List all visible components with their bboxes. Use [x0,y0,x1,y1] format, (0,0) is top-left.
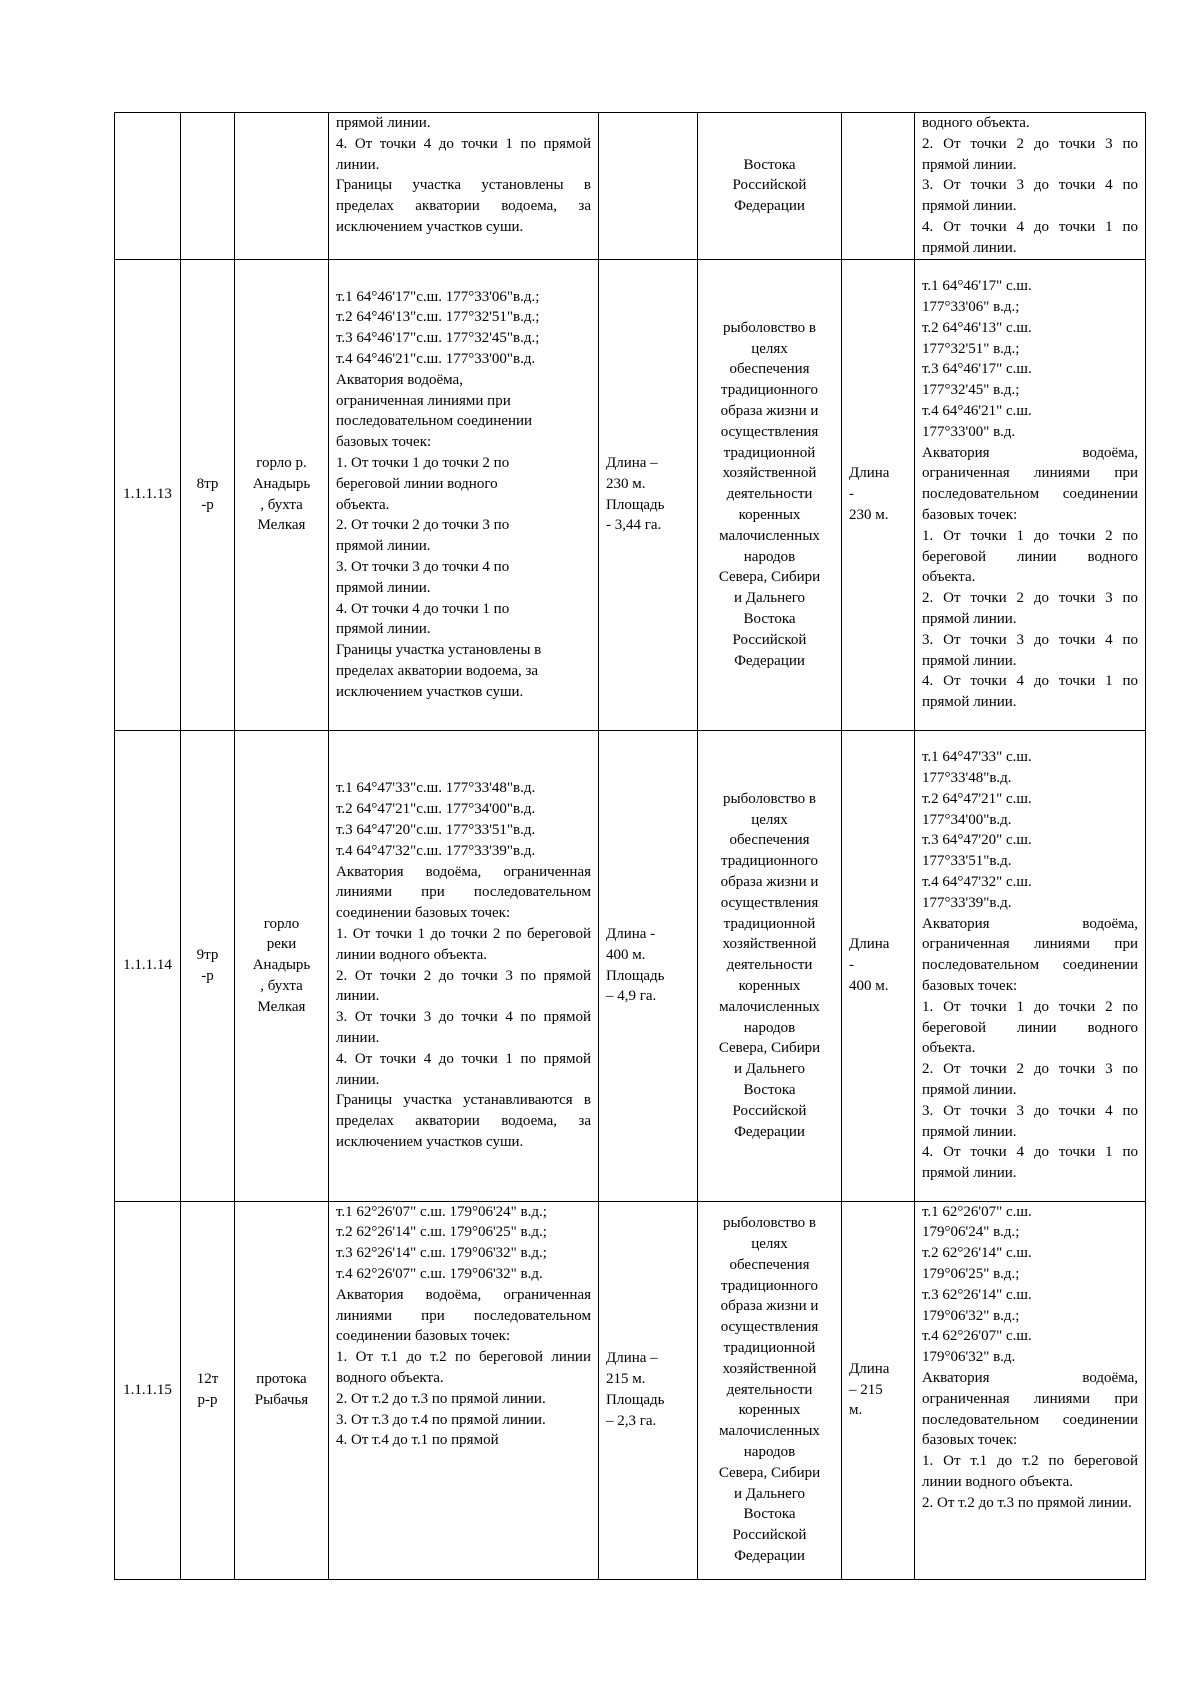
row-code-cell: 12т р-р [181,1201,235,1579]
row-code-cell: 9тр -р [181,730,235,1201]
table-row [115,259,1146,730]
water-areas-table [114,112,1146,1580]
row-coords-cell: т.1 64°47'33" с.ш. 177°33'48"в.д. т.2 64°47'21" с.ш. 177°34'00"в.д. т.3 64°47'20" с.ш. 177°33'51"в.д. т.4 64°47'32" с.ш. 177°33'39"в.д. Акватория водоёма, ограниченная линиями при последовательном соединении базовых точек: 1. От точки 1 до точки 2 по береговой линии водного объекта. 2. От точки 2 до точки 3 по прямой линии. 3. От точки 3 до точки 4 по прямой линии. 4. От точки 4 до точки 1 по прямой линии. [915,730,1146,1201]
row-description-cell: т.1 62°26'07" с.ш. 179°06'24" в.д.; т.2 62°26'14" с.ш. 179°06'25" в.д.; т.3 62°26'14" с.ш. 179°06'32" в.д.; т.4 62°26'07" с.ш. 179°06'32" в.д. Акватория водоёма, ограниченная линиями при последовательном соединении базовых точек: 1. От т.1 до т.2 по береговой линии водного объекта. 2. От т.2 до т.3 по прямой линии. 3. От т.3 до т.4 по прямой линии. 4. От т.4 до т.1 по прямой [329,1201,599,1579]
row-location-cell: горло р. Анадырь , бухта Мелкая [235,259,329,730]
row-location-cell: протока Рыбачья [235,1201,329,1579]
row-id-cell: 1.1.1.14 [115,730,181,1201]
row-description-cell: т.1 64°46'17"с.ш. 177°33'06"в.д.; т.2 64°46'13"с.ш. 177°32'51"в.д.; т.3 64°46'17"с.ш. 177°32'45"в.д.; т.4 64°46'21"с.ш. 177°33'00"в.д. Акватория водоёма, ограниченная линиями при последовательном соединении базовых точек: 1. От точки 1 до точки 2 по береговой линии водного объекта. 2. От точки 2 до точки 3 по прямой линии. 3. От точки 3 до точки 4 по прямой линии. 4. От точки 4 до точки 1 по прямой линии. Границы участка установлены в пределах акватории водоема, за исключением участков суши. [329,259,599,730]
row-description-cell: т.1 64°47'33"с.ш. 177°33'48"в.д. т.2 64°47'21"с.ш. 177°34'00"в.д. т.3 64°47'20"с.ш. 177°33'51"в.д. т.4 64°47'32"с.ш. 177°33'39"в.д. Акватория водоёма, ограниченная линиями при последовательном соединении базовых точек: 1. От точки 1 до точки 2 по береговой линии водного объекта. 2. От точки 2 до точки 3 по прямой линии. 3. От точки 3 до точки 4 по прямой линии. 4. От точки 4 до точки 1 по прямой линии. Границы участка устанавливаются в пределах акватории водоема, за исключением участков суши. [329,730,599,1201]
row-coords-cell: т.1 64°46'17" с.ш. 177°33'06" в.д.; т.2 64°46'13" с.ш. 177°32'51" в.д.; т.3 64°46'17" с.ш. 177°32'45" в.д.; т.4 64°46'21" с.ш. 177°33'00" в.д. Акватория водоёма, ограниченная линиями при последовательном соединении базовых точек: 1. От точки 1 до точки 2 по береговой линии водного объекта. 2. От точки 2 до точки 3 по прямой линии. 3. От точки 3 до точки 4 по прямой линии. 4. От точки 4 до точки 1 по прямой линии. [915,259,1146,730]
row-size-cell: Длина – 215 м. Площадь – 2,3 га. [599,1201,698,1579]
row-id-cell [115,113,181,260]
row-code-cell: 8тр -р [181,259,235,730]
row-purpose-cell: рыболовство в целях обеспечения традиционного образа жизни и осуществления традиционной хозяйственной деятельности коренных малочисленных народов Севера, Сибири и Дальнего Востока Российской Федерации [698,1201,842,1579]
row-coords-cell: т.1 62°26'07" с.ш. 179°06'24" в.д.; т.2 62°26'14" с.ш. 179°06'25" в.д.; т.3 62°26'14" с.ш. 179°06'32" в.д.; т.4 62°26'07" с.ш. 179°06'32" в.д. Акватория водоёма, ограниченная линиями при последовательном соединении базовых точек: 1. От т.1 до т.2 по береговой линии водного объекта. 2. От т.2 до т.3 по прямой линии. [915,1201,1146,1579]
row-length-cell: Длина – 215 м. [842,1201,915,1579]
row-length-cell: Длина - 400 м. [842,730,915,1201]
row-purpose-cell: рыболовство в целях обеспечения традиционного образа жизни и осуществления традиционной хозяйственной деятельности коренных малочисленных народов Севера, Сибири и Дальнего Востока Российской Федерации [698,730,842,1201]
row-size-cell: Длина – 230 м. Площадь - 3,44 га. [599,259,698,730]
table-row [115,1201,1146,1579]
row-size-cell [599,113,698,260]
row-size-cell: Длина - 400 м. Площадь – 4,9 га. [599,730,698,1201]
row-length-cell [842,113,915,260]
row-id-cell: 1.1.1.13 [115,259,181,730]
row-description-cell: прямой линии. 4. От точки 4 до точки 1 по прямой линии. Границы участка установлены в пределах акватории водоема, за исключением участков суши. [329,113,599,260]
row-length-cell: Длина - 230 м. [842,259,915,730]
row-purpose-cell: рыболовство в целях обеспечения традиционного образа жизни и осуществления традиционной хозяйственной деятельности коренных малочисленных народов Севера, Сибири и Дальнего Востока Российской Федерации [698,259,842,730]
row-coords-cell: водного объекта. 2. От точки 2 до точки 3 по прямой линии. 3. От точки 3 до точки 4 по прямой линии. 4. От точки 4 до точки 1 по прямой линии. [915,113,1146,260]
row-code-cell [181,113,235,260]
row-id-cell: 1.1.1.15 [115,1201,181,1579]
row-location-cell [235,113,329,260]
row-location-cell: горло реки Анадырь , бухта Мелкая [235,730,329,1201]
table-row [115,730,1146,1201]
row-purpose-cell: Востока Российской Федерации [698,113,842,260]
table-row [115,113,1146,260]
